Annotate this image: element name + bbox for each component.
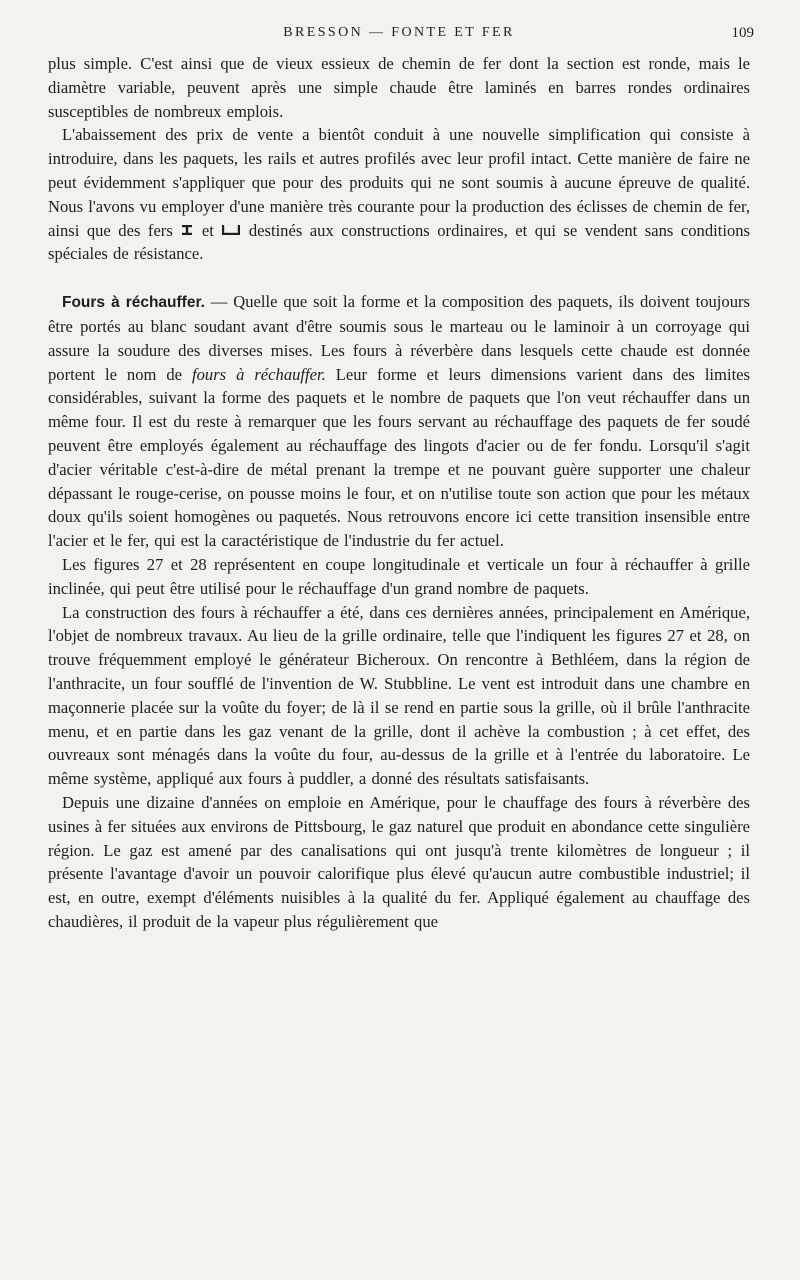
paragraph-figures: Les figures 27 et 28 représentent en coupe longitudinale et verticale un four à réchauffer à grille inclinée, qui peut être utilisé pour le réchauffage d'un grand nombre de paquets. bbox=[48, 554, 750, 598]
running-title: BRESSON — FONTE ET FER bbox=[283, 25, 515, 40]
paragraph-gaz-naturel: Depuis une dizaine d'années on emploie en Amérique, pour le chauffage des fours à réverbère des usines à fer situées aux environs de Pittsbourg, le gaz naturel que produit en abondance cette singulière région. Le gaz est amené par des canalisations qui ont jusqu'à trente kilomètres de longueur ; il présente l'avantage d'avoir un pouvoir calorifique plus élevé qu'aucun autre combustible industriel; il est, en outre, exempt d'éléments nuisibles à la qualité du fer. Appliqué également au chauffage des chaudières, il produit de la vapeur plus régulièrement que bbox=[48, 792, 750, 931]
channel-profile-icon bbox=[222, 225, 240, 235]
paragraph-simplification bbox=[48, 123, 750, 266]
paragraph-fours-a-rechauffer bbox=[48, 290, 750, 553]
paragraph-construction: La construction des fours à réchauffer a été, dans ces dernières années, principalement en Amérique, l'objet de nombreux travaux. Au lieu de la grille ordinaire, telle que l'indiquent les figures 27 et 28, on trouve fréquemment employé le générateur Bicheroux. On rencontre à Bethléem, dans la région de l'anthracite, un four soufflé de l'invention de W. Stubbline. Le vent est introduit dans une chambre en maçonnerie placée sur la voûte du foyer; de là il se rend en partie sous la grille, où il brûle l'anthracite menu, et en partie dans les gaz venant de la grille, dont il achève la combustion ; à cet effet, des ouvreaux sont ménagés dans la voûte du four, au-dessus de la grille et à l'entrée du laboratoire. Le même système, appliqué aux fours à puddler, a donné des résultats satisfaisants. bbox=[48, 602, 750, 789]
paragraph-continuation: plus simple. C'est ainsi que de vieux essieux de chemin de fer dont la section est ronde, mais le diamètre variable, peuvent après une simple chaude être laminés en barres rondes ordinaires susceptibles de nombreux emplois. bbox=[48, 54, 750, 121]
paragraph-text-part: L'abaissement des prix de vente a bientôt conduit à une nouvelle simplification qui consiste à introduire, dans les paquets, les rails et autres profilés avec leur profil intact. Cette manière de faire ne peut évidemment s'appliquer que pour des produits qui ne sont soumis à aucune épreuve de qualité. Nous l'avons vu employer d'une manière très courante pour la production des éclisses de chemin de fer, ainsi que des fers bbox=[48, 125, 750, 240]
running-header bbox=[48, 18, 754, 48]
i-beam-profile-icon bbox=[182, 225, 192, 235]
paragraph-text-part: Leur forme et leurs dimensions varient dans des limites considérables, suivant la forme des paquets et le nombre de paquets que l'on veut réchauffer dans un même four. Il est du reste à remarquer que les fours servant au réchauffage des paquets de fer soudé peuvent être employés également au réchauffage des lingots d'acier ou de fer fondu. Lorsqu'il s'agit d'acier véritable c'est-à-dire de métal prenant la trempe et ne pouvant guère supporter une chaleur dépassant le rouge-cerise, on pousse moins le four, et on n'utilise toute son action que pour les métaux doux qu'ils soient homogènes ou paquetés. Nous retrouvons encore ici cette transition insensible entre l'acier et le fer, qui est la caractéristique de l'industrie du fer actuel. bbox=[48, 364, 750, 551]
paragraph-text-part: — Quelle que soit la forme et la composition des paquets, ils doivent toujours être portés au blanc soudant avant d'être soumis sous le marteau ou le laminoir à un corroyage qui assure la soudure des diverses mises. Les fours à réverbère dans lesquels cette chaude est donnée portent le nom de bbox=[48, 292, 750, 384]
body-text bbox=[48, 52, 750, 934]
page-number: 109 bbox=[731, 25, 754, 41]
paragraph-text-part: et bbox=[201, 220, 214, 240]
paragraph-text-part: destinés aux constructions ordinaires, et qui se vendent sans conditions spéciales de résistance. bbox=[48, 220, 751, 264]
italic-term: fours à réchauffer. bbox=[192, 364, 326, 384]
section-heading: Fours à réchauffer. bbox=[62, 294, 205, 312]
